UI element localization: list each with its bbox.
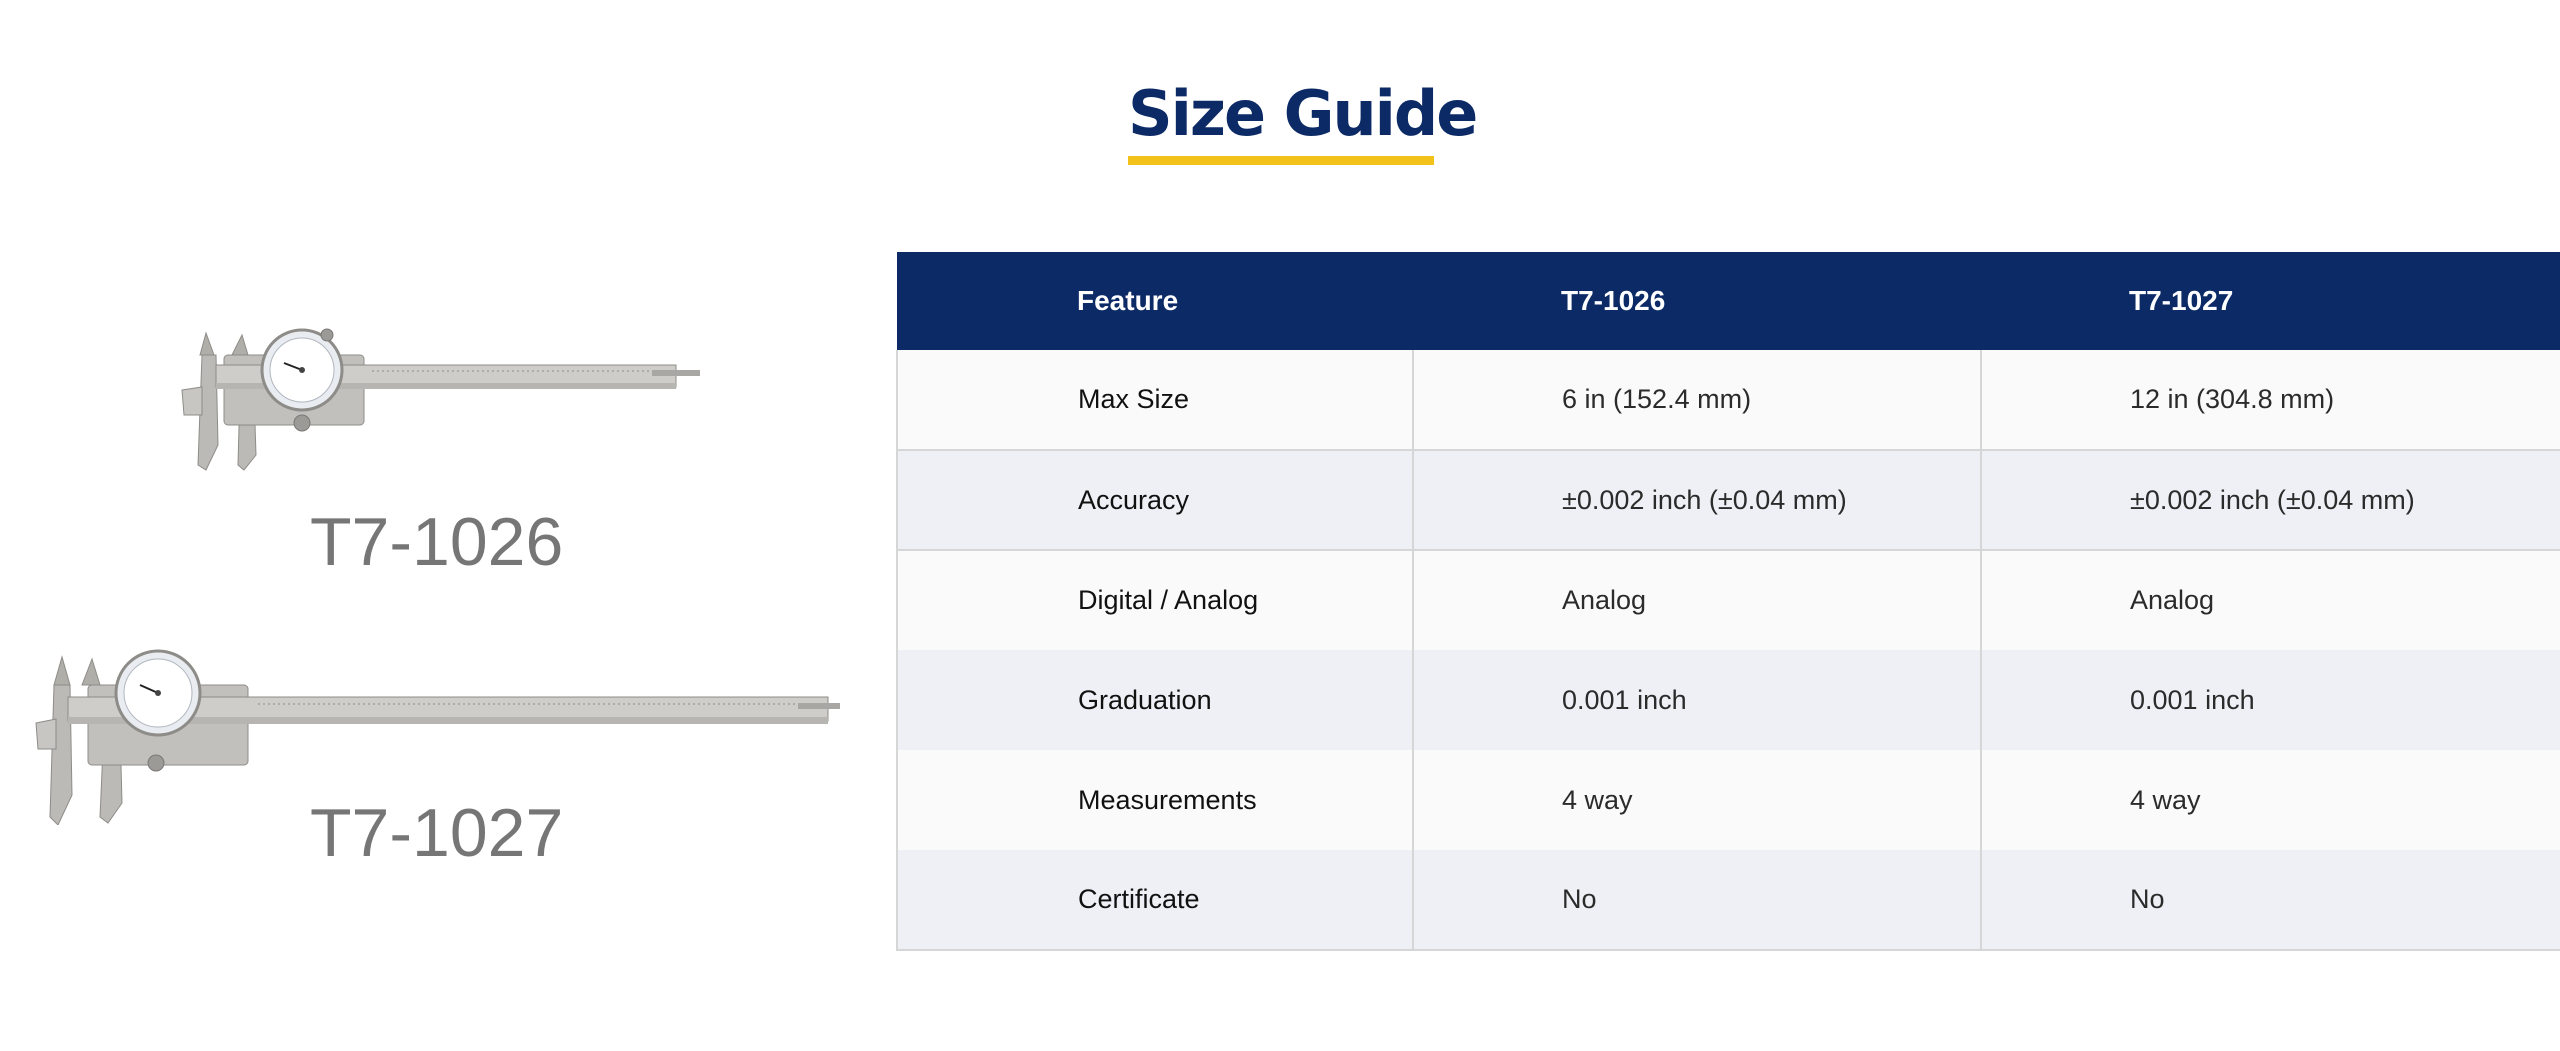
table-row xyxy=(897,850,2560,950)
row-value-t7-1027: 12 in (304.8 mm) xyxy=(1981,350,2560,450)
table-header-row xyxy=(897,252,2560,350)
size-guide-table xyxy=(896,252,2560,951)
table-row xyxy=(897,450,2560,550)
table-row xyxy=(897,750,2560,850)
header-t7-1026: T7-1026 xyxy=(1561,285,1666,316)
row-feature: Certificate xyxy=(897,850,1413,950)
model-label-t7-1026: T7-1026 xyxy=(310,504,564,580)
row-value-t7-1026: 6 in (152.4 mm) xyxy=(1413,350,1981,450)
row-value-t7-1027: Analog xyxy=(1981,550,2560,650)
row-value-t7-1026: Analog xyxy=(1413,550,1981,650)
model-label-t7-1027: T7-1027 xyxy=(310,795,564,871)
table-row xyxy=(897,350,2560,450)
row-value-t7-1027: No xyxy=(1981,850,2560,950)
dial-caliper-6in-image xyxy=(172,315,702,475)
header-t7-1027: T7-1027 xyxy=(2129,285,2234,316)
row-value-t7-1026: No xyxy=(1413,850,1981,950)
row-value-t7-1026: ±0.002 inch (±0.04 mm) xyxy=(1413,450,1981,550)
row-feature: Measurements xyxy=(897,750,1413,850)
row-value-t7-1027: 4 way xyxy=(1981,750,2560,850)
title-block xyxy=(1128,74,1477,166)
row-value-t7-1027: ±0.002 inch (±0.04 mm) xyxy=(1981,450,2560,550)
row-value-t7-1027: 0.001 inch xyxy=(1981,650,2560,750)
row-feature: Graduation xyxy=(897,650,1413,750)
header-feature: Feature xyxy=(1077,285,1179,316)
row-value-t7-1026: 4 way xyxy=(1413,750,1981,850)
row-feature: Max Size xyxy=(897,350,1413,450)
row-feature: Accuracy xyxy=(897,450,1413,550)
row-feature: Digital / Analog xyxy=(897,550,1413,650)
title-underline xyxy=(1128,156,1434,165)
page-title: Size Guide xyxy=(1128,77,1477,150)
table-row xyxy=(897,550,2560,650)
table-row xyxy=(897,650,2560,750)
row-value-t7-1026: 0.001 inch xyxy=(1413,650,1981,750)
